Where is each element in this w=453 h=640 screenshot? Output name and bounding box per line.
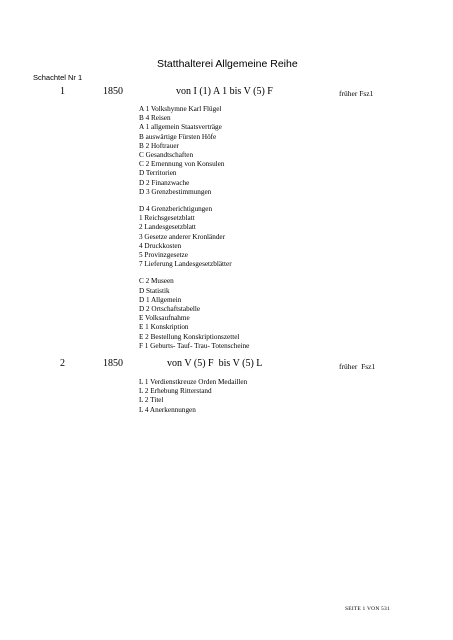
- list-item: B 2 Hoftrauer: [139, 141, 179, 150]
- list-item: C 2 Museen: [139, 277, 174, 286]
- list-item: B auswärtige Fürsten Höfe: [139, 132, 217, 141]
- list-item: D 2 Ortschaftstabelle: [139, 305, 201, 314]
- entry-year: 1850: [103, 358, 123, 369]
- box-value: 1: [78, 73, 83, 82]
- list-item: C Gesandtschaften: [139, 151, 194, 160]
- list-item: 2 Landesgesetzblatt: [139, 223, 196, 232]
- list-item: 4 Druckkosten: [139, 241, 182, 250]
- list-item: D 4 Grenzberichtigungen: [139, 205, 213, 214]
- list-item: D 3 Grenzbestimmungen: [139, 187, 212, 196]
- list-item: C 2 Ernennung von Konsulen: [139, 160, 225, 169]
- box-number: [33, 73, 82, 82]
- list-item: L 4 Anerkennungen: [139, 405, 196, 414]
- list-item: E 2 Bestellung Konskriptionszettel: [139, 332, 240, 341]
- box-label: Schachtel Nr: [33, 73, 76, 82]
- list-item: 7 Lieferung Landesgesetzblätter: [139, 260, 232, 269]
- list-item: 1 Reichsgesetzblatt: [139, 214, 195, 223]
- document-title: Statthalterei Allgemeine Reihe: [157, 58, 298, 70]
- list-item: 3 Gesetze anderer Kronländer: [139, 232, 226, 241]
- entry-note: früher Fsz1: [339, 89, 374, 98]
- entry-items: [139, 105, 249, 351]
- list-item: 5 Provinzgesetze: [139, 251, 188, 260]
- entry-items: [139, 378, 247, 415]
- list-item: F 1 Geburts- Tauf- Trau- Totenscheine: [139, 341, 250, 350]
- list-item: D 2 Finanzwache: [139, 178, 190, 187]
- list-item: D Territorien: [139, 169, 177, 178]
- entry-note: früher Fsz1: [339, 362, 376, 371]
- list-item: A 1 allgemein Staatsverträge: [139, 123, 222, 132]
- entry-range: von I (1) A 1 bis V (5) F: [176, 86, 273, 97]
- list-item: B 4 Reisen: [139, 114, 171, 123]
- entry-range: von V (5) F bis V (5) L: [167, 358, 263, 369]
- list-item: E Volksaufnahme: [139, 314, 190, 323]
- list-item: L 1 Verdienstkreuze Orden Medaillen: [139, 378, 248, 386]
- entry-year: 1850: [103, 86, 123, 97]
- entry-number: 2: [60, 358, 65, 369]
- list-item: E 1 Konskription: [139, 323, 189, 332]
- list-item: A 1 Volkshymne Karl Flügel: [139, 105, 222, 113]
- list-item: L 2 Erhebung Ritterstand: [139, 387, 212, 396]
- page-number: SEITE 1 VON 531: [345, 606, 390, 612]
- list-item: D Statistik: [139, 286, 170, 295]
- list-item: L 2 Titel: [139, 396, 164, 405]
- list-item: D 1 Allgemein: [139, 295, 182, 304]
- entry-number: 1: [60, 86, 65, 97]
